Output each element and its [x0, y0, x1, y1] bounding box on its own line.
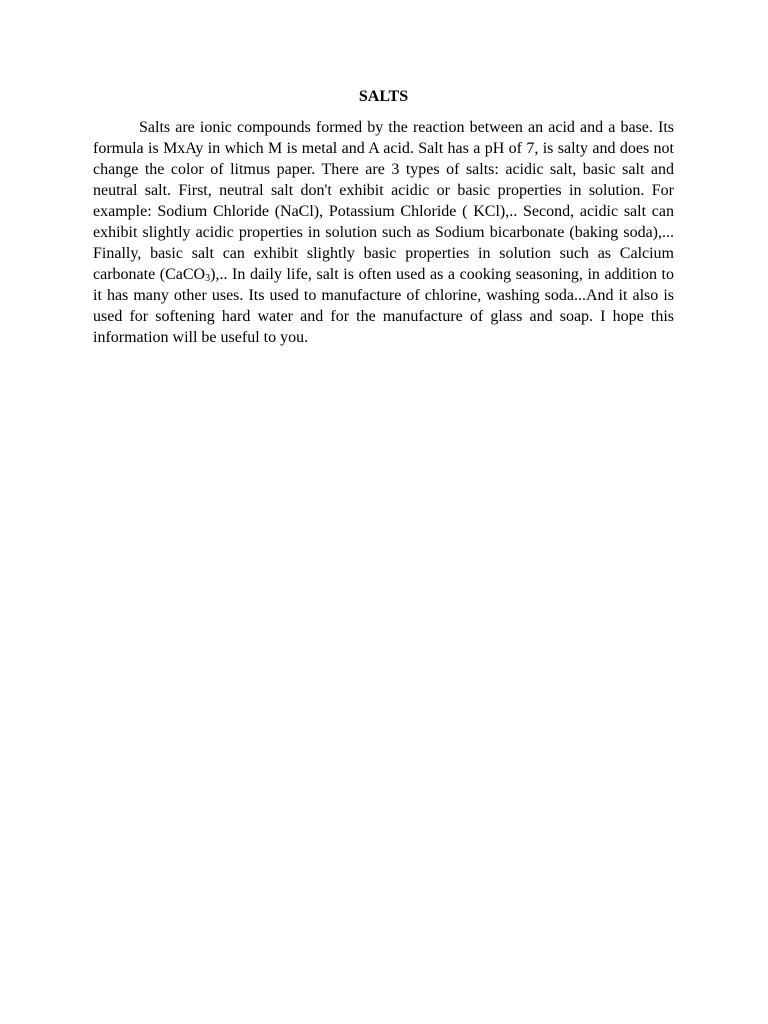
subscript-3: 3 [205, 273, 211, 284]
paragraph-text-part1: Salts are ionic compounds formed by the reaction between an acid and a base. Its formula is MxAy in which M is metal and A acid. Salt has a pH of 7, is salty and does not change the color of litmus paper. There are 3 types of salts: acidic salt, basic salt and neutral salt. First, neutral salt don't exhibit acidic or basic properties in solution. For example: Sodium Chloride (NaCl), Potassium Chloride ( KCl),.. Second, acidic salt can exhibit slightly acidic properties in solution such as Sodium bicarbonate (baking soda),... Finally, basic salt can exhibit slightly basic properties in solution such as Calcium carbonate (CaCO [93, 119, 674, 283]
document-title: SALTS [358, 88, 409, 105]
paragraph-text-part2: ),.. In daily life, salt is often used as a cooking seasoning, in addition to it has many other uses. Its used to manufacture of chlorine, washing soda...And it also is used for softening hard water and for the manufacture of glass and soap. I hope this information will be useful to you. [93, 266, 674, 346]
document-body [93, 87, 674, 348]
body-paragraph [93, 117, 674, 348]
